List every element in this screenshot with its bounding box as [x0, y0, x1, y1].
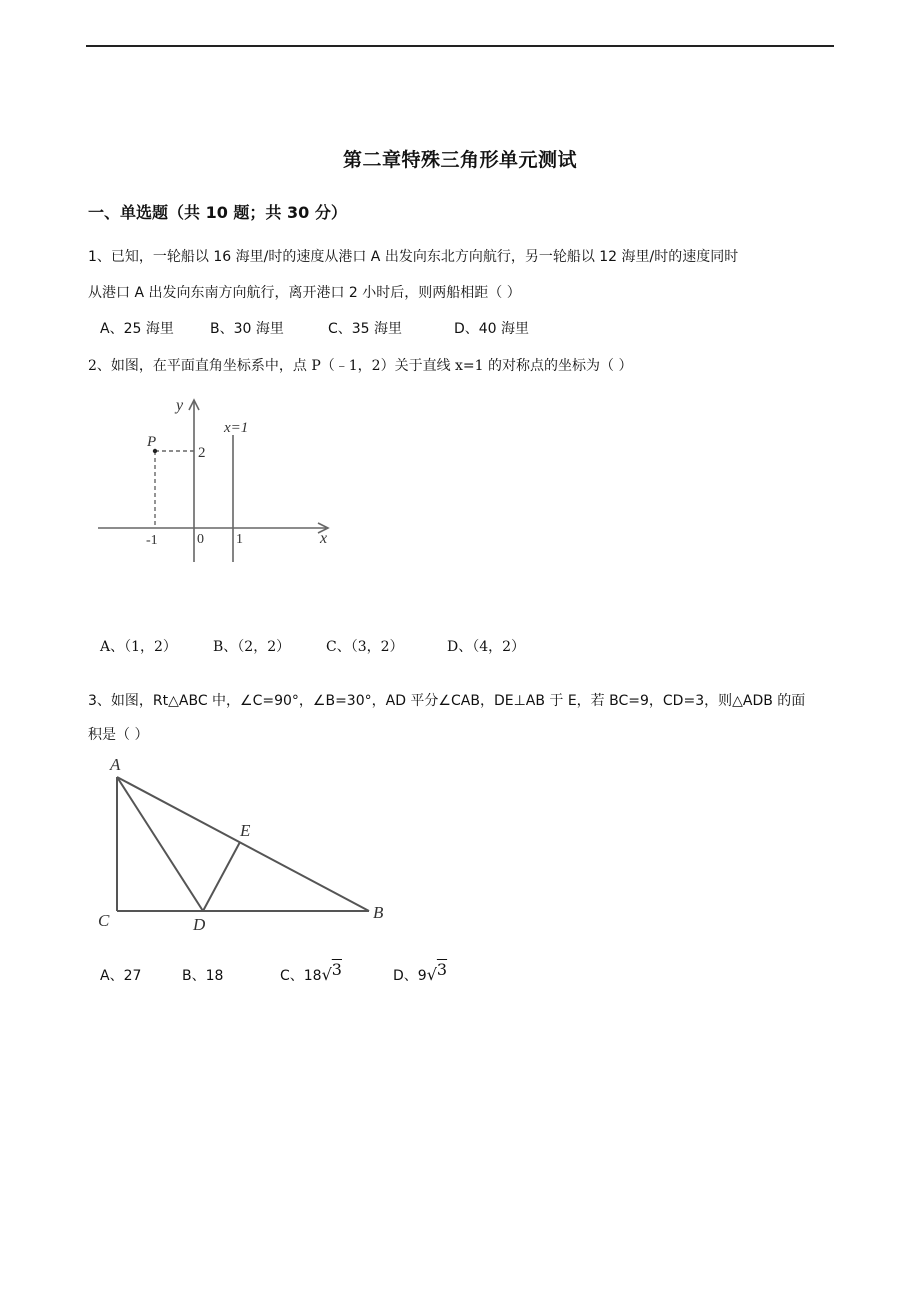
q3-triangle-figure: [90, 750, 400, 940]
q3-option-d[interactable]: [393, 960, 448, 985]
label-a: A: [110, 755, 121, 774]
label-line: x=1: [224, 420, 249, 436]
label-x: x: [320, 530, 328, 547]
q1-options: [100, 318, 529, 338]
q2-coordinate-figure: [90, 390, 350, 570]
q1-line-2: 从港口 A 出发向东南方向航行，离开港口 2 小时后，则两船相距（ ）: [88, 285, 521, 301]
q3-option-c-radicand: 3: [331, 960, 342, 979]
q2-option-b[interactable]: B、（2，2）: [213, 639, 291, 655]
label-e: E: [240, 821, 251, 840]
q1-option-b[interactable]: B、30 海里: [210, 321, 284, 337]
sqrt-icon: √: [426, 965, 437, 984]
segment-de: [203, 842, 240, 911]
q3-option-a-text: A、27: [100, 968, 142, 984]
q3-options: [100, 960, 448, 985]
section-heading: 一、单选题（共 10 题；共 30 分）: [88, 203, 347, 222]
sqrt-icon: √: [321, 965, 332, 984]
label-c: C: [98, 911, 110, 930]
q3-option-c-text: C、18: [280, 968, 322, 984]
side-ab: [117, 777, 369, 911]
q1-option-a[interactable]: A、25 海里: [100, 321, 174, 337]
label-x-tick-1: 1: [236, 532, 243, 547]
q2-option-d[interactable]: D、（4，2）: [447, 639, 526, 655]
document-title: 第二章特殊三角形单元测试: [342, 149, 577, 171]
label-d: D: [193, 915, 206, 934]
q3-option-d-radicand: 3: [436, 960, 448, 979]
q3-line-1: 3、如图，Rt△ABC 中，∠C=90°，∠B=30°，AD 平分∠CAB，DE⊥AB 于 E，若 BC=9，CD=3，则△ADB 的面: [88, 693, 806, 709]
label-y: y: [176, 397, 184, 414]
header-rule: [86, 45, 834, 47]
label-p: P: [147, 434, 157, 450]
q3-option-d-text: D、9: [393, 968, 427, 984]
q3-line-2: 积是（ ）: [88, 727, 149, 743]
q2-options: [100, 636, 525, 656]
q2-option-a[interactable]: A、（1，2）: [100, 639, 177, 655]
segment-ad: [117, 777, 203, 911]
label-x-tick-neg1: -1: [146, 533, 158, 548]
q2-option-c[interactable]: C、（3，2）: [326, 639, 404, 655]
label-y-tick-2: 2: [198, 445, 206, 461]
q1-option-d[interactable]: D、40 海里: [454, 321, 530, 337]
q3-option-b[interactable]: [182, 965, 280, 985]
q3-option-b-text: B、18: [182, 968, 224, 984]
q1-option-c[interactable]: C、35 海里: [328, 321, 403, 337]
q1-line-1: 1、已知，一轮船以 16 海里/时的速度从港口 A 出发向东北方向航行，另一轮船以 12 海里/时的速度同时: [88, 249, 739, 265]
label-origin: 0: [197, 532, 204, 547]
q3-option-a[interactable]: [100, 965, 182, 985]
q2-line-1: 2、如图，在平面直角坐标系中，点 P（﹣1，2）关于直线 x=1 的对称点的坐标为（ ）: [88, 358, 633, 374]
q3-option-c[interactable]: [280, 960, 393, 985]
label-b: B: [373, 903, 384, 922]
